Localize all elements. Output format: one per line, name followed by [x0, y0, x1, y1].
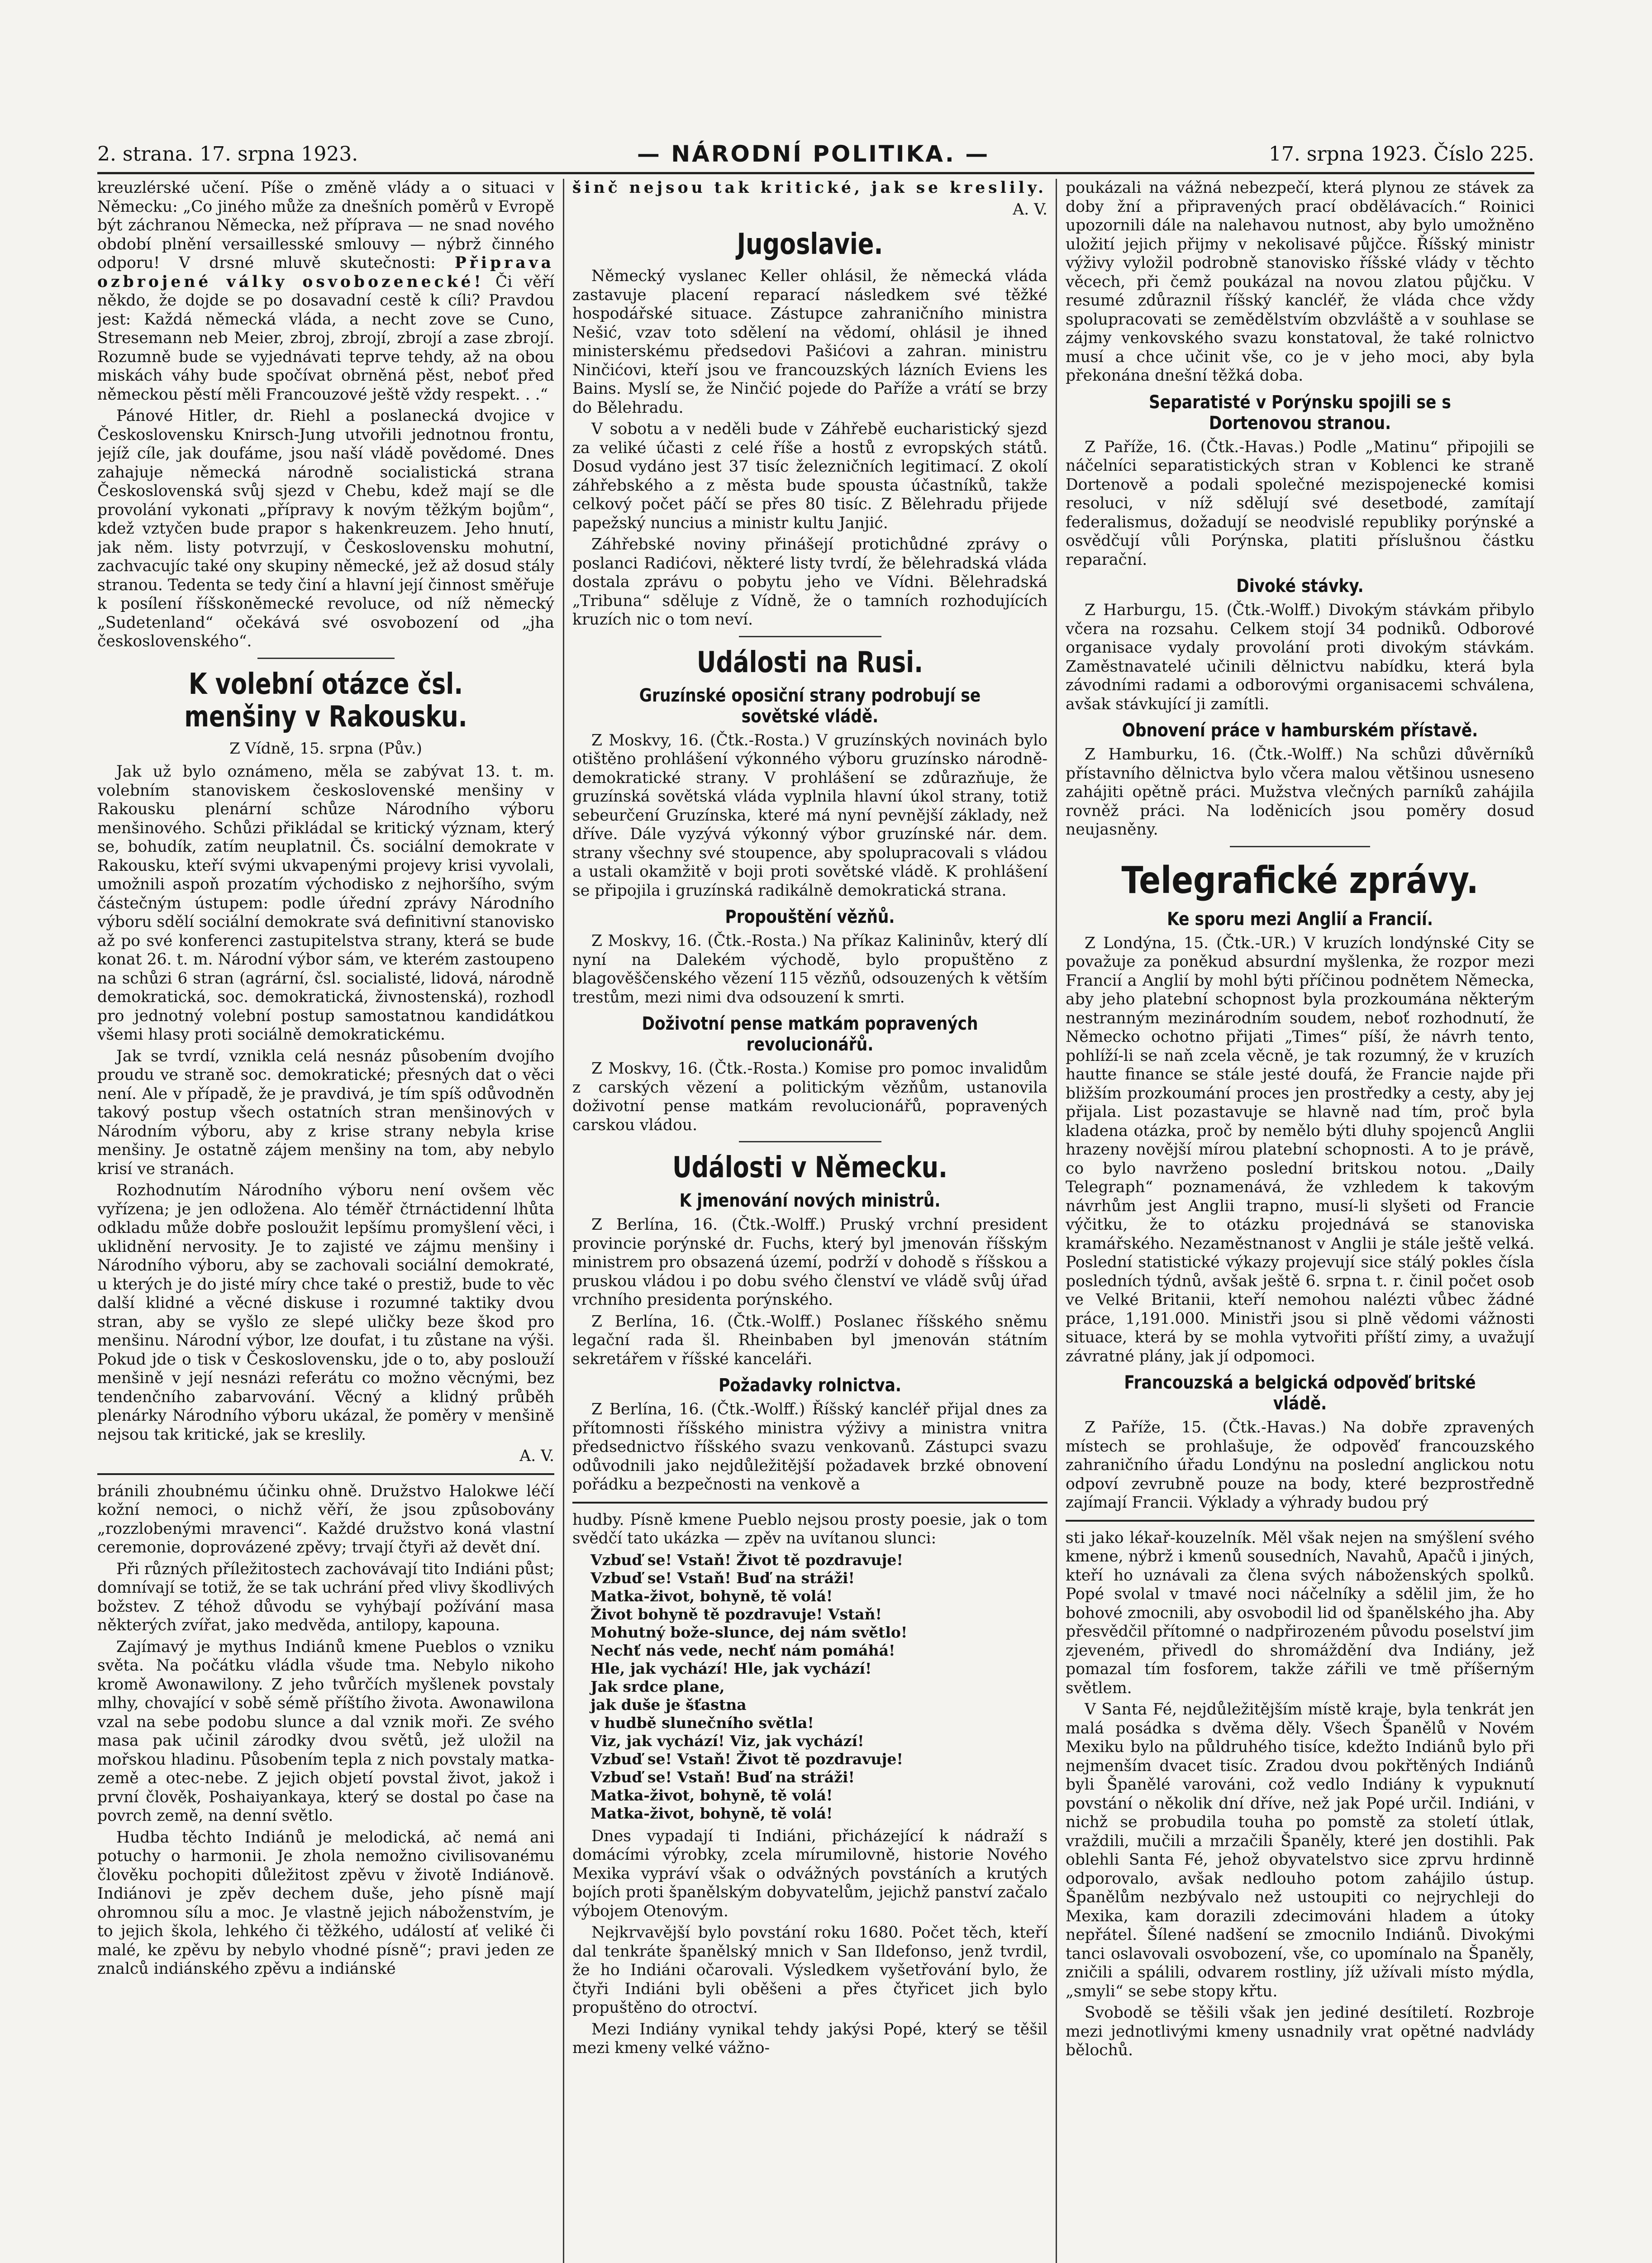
poem-line: Vzbuď se! Vstaň! Buď na stráži! — [590, 1569, 855, 1587]
page-header — [97, 136, 1534, 174]
feuilleton-paragraph: sti jako lékař-kouzelník. Měl však nejen na smýšlení svého kmene, nýbrž i kmenů sousedních, Navahů, Apačů i jiných, kteří ho uznávali za člena svých náboženských spolků. Popé svolal v tmavé noci náčelníky a sdělil jim, že ho bohové zmocnili, aby osvobodil lid od španělského jha. Aby přesvědčil přítomné o nadpřirozeném původu poselství jim zjeveném, přivedl do shromáždění dva Indiány, jež pomazal tím fosforem, takže zářili ve tmě příšerným světlem. — [1066, 1528, 1534, 1697]
feuilleton-paragraph: Svobodě se těšili však jen jediné desítiletí. Rozbroje mezi jednotlivými kmeny usnadnily vrat opětné nadvlády bělochů. — [1066, 2004, 1534, 2059]
divider — [739, 1141, 881, 1142]
feuilleton-paragraph: Nejkrvavější bylo povstání roku 1680. Počet těch, kteří dal tenkráte španělský mnich v San Ildefonso, jenž tvrdil, že ho Indiáni očarovali. Výsledkem vyšetřování bylo, že čtyři Indiáni byli oběšeni a přes čtyřicet jich bylo propuštěno do otroctví. — [572, 1924, 1047, 2017]
signature: A. V. — [1013, 200, 1047, 219]
article-paragraph: Z Londýna, 15. (Čtk.-UR.) V kruzích londýnské City se považuje za poněkud absurdní myšlenka, že rozpor mezi Francií a Anglií by mohl býti příčinou podnětem Německa, aby jeho platební schopnost byla prozkoumána některým nestranným mezinárodním soudem, neboť rozhodnutí, že Německo ochotno přijati „Times“ píší, že návrh tento, pohlíží-li se naň zcela věcně, je tak rozumný, že v kruzích hautte finance se stále jesté doufá, že Francie najde při bližším prozkoumání proces jen prostředky a cesty, aby jej přijala. List pozastavuje se hlavně nad tím, proč byla kladena otázka, proč by nemělo býti dluhy spojenců Anglii hrazeny novější mírou platební schopnosti. A to je právě, co bylo navrženo poslední britskou notou. „Daily Telegraph“ poznamenává, že vzhledem k takovým návrhům jest Anglii trapno, musí-li slyšeti od Francie výčitku, že to otázku projednává se stanoviska kramářského. Nezaměstnanost v Anglii je stále ještě velká. Poslední statistické výkazy projevují sice stálý pokles čísla posledních týdnů, avšak ještě 6. srpna t. r. činil počet osob ve Velké Britanii, kteří nemohou nalézti vůbec žádné práce, 1,191.000. Ministři jsou si plně vědomi vážnosti situace, která by se mohla vytvořiti příští zimy, a uvažují závratné plány, jak jí odpomoci. — [1066, 934, 1534, 1365]
article-paragraph: Z Berlína, 16. (Čtk.-Wolff.) Poslanec říšského sněmu legační rada šl. Rheinbaben byl jmenován státním sekretářem v říšské kanceláři. — [572, 1312, 1047, 1368]
article-paragraph: Pánové Hitler, dr. Riehl a poslanecká dvojice v Československu Knirsch-Jung utvořili jednotnou frontu, jejíž cíle, jak doufáme, jsou naší vládě povědomé. Dnes zahajuje německá národně socialistická strana Československá svůj sjezd v Chebu, kdež mají se dle provolání vykonati „přípravy k novým těžkým bojům“, kdež vztyčen bude prapor s hakenkreuzem. Jeho hnutí, jak něm. listy potvrzují, v Československu mohutní, zachvacujíc také ony skupiny německé, jež až dosud stály stranou. Tedenta se tedy činí a hlavní její činnost směřuje k posílení říšskoněmecké revoluce, od níž německý „Sudetenland“ očekává své osvobození od „jha československého“. — [97, 407, 554, 650]
paragraph-text: Či věří někdo, že dojde se po dosavadní cestě k cíli? Pravdou jest: Každá německá vláda, a necht zove se Cuno, Stresemann neb Meier, zbroj, zbrojí, zbrojí a zase zbrojí. Rozumně bude se vyjednávati teprve tehdy, až na obou miskách váhy bude spočívat obrněná pěst, neboť před německou pěstí měli Francouzové ještě vždy respekt. . .“ — [97, 272, 554, 404]
article-paragraph: Z Berlína, 16. (Čtk.-Wolff.) Říšský kancléř přijal dnes za přítomnosti říšského ministra výživy a ministra vnitra předsednictvo říšského svazu venkovanů. Zástupci svazu odůvodnili jako nejdůležitější požadavek brzké obnovení pořádku a bezpečnosti na venkově a — [572, 1400, 1047, 1494]
poem-line: Život bohyně tě pozdravuje! Vstaň! — [590, 1605, 882, 1623]
subheadline: Propouštění vězňů. — [725, 907, 895, 927]
divider — [739, 636, 881, 637]
headline-volby: K volební otázce čsl. menšiny v Rakousku. — [184, 667, 467, 734]
article-paragraph: Z Moskvy, 16. (Čtk.-Rosta.) Komise pro pomoc invalidům z carských vězení a politickým vězňům, ustanovila doživotní pense matkám revolucionářů, popravených carskou vládou. — [572, 1060, 1047, 1134]
subheadline: Gruzínské oposiční strany podrobují se sovětské vládě. — [639, 685, 981, 727]
feuilleton-paragraph: Při různých příležitostech zachovávají tito Indiáni půst; domnívají se totiž, že se tak uchrání před vlivy škodlivých božstev. Z téhož důvodu se vyhýbají požívání masa některých zvířat, jako medvěda, antilopy, kapouna. — [97, 1560, 554, 1634]
feuilleton-paragraph: Dnes vypadají ti Indiáni, přicházející k nádraží s domácími výrobky, zcela mírumilovně, historie Nového Mexika vypráví však o odvážných povstáních a krutých bojích proti španělským dobyvatelům, jejichž panství začalo výbojem Otenovým. — [572, 1827, 1047, 1920]
poem-line: Nechť nás vede, nechť nám pomáhá! — [590, 1641, 895, 1659]
dateline: Z Vídně, 15. srpna (Pův.) — [229, 739, 422, 758]
divider — [1230, 846, 1371, 847]
header-right: 17. srpna 1923. Číslo 225. — [1268, 142, 1534, 166]
feuilleton-paragraph: Mezi Indiány vynikal tehdy jakýsi Popé, který se těšil mezi kmeny velké vážno- — [572, 2020, 1047, 2057]
poem-line: Hle, jak vychází! Hle, jak vychází! — [590, 1659, 872, 1677]
headline-jugoslavie: Jugoslavie. — [737, 228, 883, 261]
divider — [572, 1502, 1047, 1504]
article-paragraph: Z Berlína, 16. (Čtk.-Wolff.) Pruský vrchní president provincie porýnské dr. Fuchs, který byl jmenován říšským ministrem pro obsazená území, podrží v dohodě s říšskou a pruskou vládou i po dobu svého členství ve vládě svůj úřad vrchního presidenta porýnského. — [572, 1216, 1047, 1309]
feuilleton-paragraph: hudby. Písně kmene Pueblo nejsou prosty poesie, jak o tom svědčí tato ukázka — zpěv na uvítanou slunci: — [572, 1510, 1047, 1547]
column-rule — [563, 179, 564, 2263]
header-left: 2. strana. 17. srpna 1923. — [97, 142, 358, 166]
column-rule — [1056, 179, 1057, 2263]
signature: A. V. — [519, 1447, 554, 1465]
subheadline: Doživotní pense matkám popravených revolucionářů. — [642, 1013, 978, 1055]
poem-line: Matka-život, bohyně, tě volá! — [590, 1786, 833, 1804]
feuilleton-paragraph: Hudba těchto Indiánů je melodická, ač nemá ani potuchy o harmonii. Je zhola nemožno civilisovanému člověku pochopiti důležitost zpěvu v životě Indiánově. Indiánovi je zpěv dechem duše, jeho písně mají ohromnou sílu a moc. Je vlastně jejich náboženstvím, je to jejich škola, lehkého či těžkého, událostí ať veliké či malé, ke zpěvu by nebylo vhodné písně“; pravi jeden ze znalců indiánského zpěvu a indiánské — [97, 1828, 554, 1978]
headline-nemecko: Události v Německu. — [672, 1151, 947, 1184]
feuilleton-paragraph: bránili zhoubnému účinku ohně. Družstvo Halokwe léčí kožní nemoci, o nichž věří, že jsou způsobovány „rozzlobenými mravenci“. Každé družstvo koná vlastní ceremonie, doprovázené zpěvy; trvají čtyři až devět dní. — [97, 1482, 554, 1556]
article-paragraph: V sobotu a v neděli bude v Záhřebě eucharistický sjezd za veliké účasti z celé říše a hostů z evropských států. Dosud vydáno jest 37 tisíc železničních legitimací. Z okolí záhřebského a z města bude spousta účastníků, takže celkový počet páčí se přes 80 tisíc. Z Bělehradu přijede papežský nuncius a ministr kultu Janjić. — [572, 420, 1047, 532]
feuilleton-paragraph: Zajímavý je mythus Indiánů kmene Pueblos o vzniku světa. Na počátku vládla všude tma. Nebylo nikoho kromě Awonawilony. Z jeho tvůrčích myšlenek povstaly mlhy, chovající v sobě sémě příštího života. Awonawilona vzal na sebe podobu slunce a dal vznik moři. Ze svého masa pak učinil zárodky dvou světů, jež uložil na mořskou hladinu. Působením tepla z nich povstaly matka-země a otec-nebe. Z jejich objetí povstal život, jakož i první člověk, Poshaiyankaya, který se dostal po čase na povrch země, na denní světlo. — [97, 1638, 554, 1825]
poem-line: Matka-život, bohyně, tě volá! — [590, 1587, 833, 1605]
columns — [97, 179, 1534, 2263]
subheadline: Divoké stávky. — [1236, 576, 1364, 597]
subheadline: Francouzská a belgická odpověď britské vládě. — [1124, 1372, 1476, 1414]
article-paragraph: Z Harburgu, 15. (Čtk.-Wolff.) Divokým stávkám přibylo včera na rozsahu. Celkem stojí 34 podniků. Odborové organisace vydaly provolání proti divokým stávkám. Zaměstnavatelé učinili dělnictvu nabídku, která byla závodními radami a odborovými organisacemi schválena, avšak stávkující ji zamítli. — [1066, 601, 1534, 713]
poem-line: Matka-život, bohyně, tě volá! — [590, 1804, 833, 1822]
article-paragraph — [97, 179, 554, 404]
divider — [1066, 1520, 1534, 1522]
article-paragraph: Rozhodnutím Národního výboru není ovšem věc vyřízena; je jen odložena. Alo téměř čtrnáctidenní lhůta odkladu může dobře posloužit lepšímu promyšlení věci, i uklidnění nervosity. Je to zajisté ve zájmu menšiny i Národního výboru, aby se zachovali sociální demokraté, u kterých je do jisté míry chce také o prestiž, bude to věc další klidné a věcné diskuse i rozumné taktiky dvou stran, aby se vyšlo ze slepé uličky beze škod pro menšinu. Národní výbor, lze doufat, i tu zůstane na výši. Pokud jde o tisk v Československu, jde o to, aby poslouží menšině v její nesnázi referátu co možno věcnými, bez tendenčního zabarvování. Věcný a klidný průběh plenárky Národního výboru ukázal, že poměry v menšině nejsou tak kritické, jak se kreslily. — [97, 1181, 554, 1444]
column-1 — [97, 179, 554, 2263]
subheadline: Ke sporu mezi Anglií a Francií. — [1167, 908, 1433, 930]
poem-line: Vzbuď se! Vstaň! Život tě pozdravuje! — [590, 1750, 903, 1768]
divider — [257, 658, 395, 659]
poem-line: Mohutný bože-slunce, dej nám světlo! — [590, 1623, 908, 1641]
poem-line: jak duše je šťastna — [590, 1695, 747, 1714]
masthead: — NÁRODNÍ POLITIKA. — — [637, 141, 990, 167]
column-3 — [1066, 179, 1534, 2263]
article-paragraph: Německý vyslanec Keller ohlásil, že německá vláda zastavuje placení reparací následkem své těžké hospodářské situace. Zástupce zahraničního ministra Nešić, vzav toto sdělení na vědomí, ohlásil je ihned ministerskému předsedovi Pašićovi a zahran. ministru Ninčićovi, kteří jsou ve francouzských lázních Eviens les Bains. Myslí se, že Ninčić pojede do Paříže a vrátí se brzy do Bělehradu. — [572, 267, 1047, 417]
subheadline: Separatisté v Porýnsku spojili se s Dortenovou stranou. — [1149, 391, 1451, 434]
emphasis-text: Připrava ozbrojené války osvobozenecké! — [97, 254, 554, 291]
headline-rus: Události na Rusi. — [696, 645, 924, 679]
poem-line: Vzbuď se! Vstaň! Buď na stráži! — [590, 1768, 855, 1786]
poem-line: Vzbuď se! Vstaň! Život tě pozdravuje! — [590, 1551, 903, 1569]
article-paragraph: Z Paříže, 16. (Čtk.-Havas.) Podle „Matinu“ připojili se náčelníci separatistických stran v Koblenci ke straně Dortenově a podali společné mezispojenecké komisi resoluci, v níž sdělují své desetbodé, zamítají federalismus, dožadují se neodvislé republiky porýnské a osvědčují vůli Porýnska, platiti příslušnou částku reparační. — [1066, 438, 1534, 569]
subheadline: K jmenování nových ministrů. — [679, 1190, 941, 1211]
article-paragraph: Z Moskvy, 16. (Čtk.-Rosta.) V gruzínských novinách bylo otištěno prohlášení výkonného výboru gruzínsko národně-demokratické strany. V prohlášení se zdůrazňuje, že gruzínská sovětská vláda vyplnila hlavní úkol strany, totiž sebeurčení Gruzínska, které má nyní pevnější základy, než dříve. Dále vyzývá výkonný výbor gruzínské nár. dem. strany všechny své stoupence, aby spolupracovali s vládou a ustali okamžitě v boji proti sovětské vládě. K prohlášení se připojila i gruzínská radikálně demokratická strana. — [572, 731, 1047, 900]
article-paragraph: šinč nejsou tak kritické, jak se kreslily. — [572, 179, 1047, 197]
article-paragraph: Z Moskvy, 16. (Čtk.-Rosta.) Na příkaz Kalininův, který dlí nyní na Dalekém východě, bylo propuštěno z blagověščenského vězení 115 vězňů, odsouzených k větším trestům, mezi nimi dva odsouzení k smrti. — [572, 932, 1047, 1007]
article-paragraph: Jak už bylo oznámeno, měla se zabývat 13. t. m. volebním stanoviskem československé menšiny v Rakousku plenární schůze Národního výboru menšinového. Schůzi přikládal se kritický význam, který se, bohudík, zatím neuplatnil. Čs. sociální demokrate v Rakousku, kteří svými ukvapenými projevy krisi vyvolali, umožnili aspoň prozatím východisko z nejhoršího, svým částečným ústupem: podle úřední zprávy Národního výboru sdělí sociální demokrate svá definitivní stanovisko až po své konferenci zastupitelstva strany, která se bude konat 26. t. m. Národní výbor sám, ve kterém zastoupeno na schůzi 6 stran (agrární, čsl. socialisté, lidová, národně demokratická, soc. demokratická, živnostenská), rozhodl pro jednotný volební postup samostatnou kandidátkou všemi hlasy proti sociálně demokratickému. — [97, 763, 554, 1044]
headline-telegraficke: Telegrafické zprávy. — [1121, 859, 1479, 902]
column-2 — [572, 179, 1047, 2263]
subheadline: Požadavky rolnictva. — [719, 1375, 901, 1396]
poem — [590, 1551, 1047, 1823]
divider — [97, 1473, 554, 1475]
article-paragraph: Záhřebské noviny přinášejí protichůdné zprávy o poslanci Radićovi, některé listy tvrdí, že bělehradská vláda dostala zprávu o pobytu jeho ve Vídni. Bělehradská „Tribuna“ sděluje z Vídně, že o tamních rozhodujících kruzích nic o tom neví. — [572, 535, 1047, 629]
article-paragraph: Jak se tvrdí, vznikla celá nesnáz působením dvojího proudu ve straně soc. demokratické; přesných dat o věci není. Ale v případě, že je pravdivá, je tím spíš odůvodněn takový postup všech ostatních stran menšinových v Národním výboru, aby z krise strany nebyla krise menšiny. Je ostatně zájem menšiny na tom, aby nebylo krisí ve stranách. — [97, 1047, 554, 1178]
subheadline: Obnovení práce v hamburském přístavě. — [1122, 720, 1478, 741]
article-paragraph: Z Hamburku, 16. (Čtk.-Wolff.) Na schůzi důvěrníků přístavního dělnictva bylo včera malou většinou usneseno zahájiti opětně práci. Mužstva vlečných parníků zahájila rovněž práci. Na loděnicích jsou poměry dosud neujasněny. — [1066, 745, 1534, 839]
poem-line: Jak srdce plane, — [590, 1677, 725, 1695]
feuilleton-paragraph: V Santa Fé, nejdůležitějším místě kraje, byla tenkrát jen malá posádka s dvěma děly. Všech Španělů v Novém Mexiku bylo na půldruhého tisíce, kdežto Indiánů bylo při nejmenším dvacet tisíc. Zradou dvou pokřtěných Indiánů byli Španělé varováni, což vedlo Indiány k vypuknutí povstání o několik dní dříve, než jak Popé určil. Indiáni, v nichž se probudila touha po pomstě za století útlak, vraždili, mučili a mrzačili Španěly, které jen dostihli. Pak oblehli Santa Fé, jehož obyvatelstvo sice zprvu hrdinně odporovalo, avšak nedlouho potom zahájilo ústup. Španělům nezbývalo než ustoupiti co nejrychleji do Mexika, kam dorazili zdecimováni hladem a útoky nepřátel. Šílené nadšení se zmocnilo Indiánů. Divokými tanci oslavovali osvobození, vše, co upomínalo na Španěly, zničili a spálili, odvarem rostliny, jíž užívali místo mýdla, „smyli“ se sebe stopy křtu. — [1066, 1700, 1534, 2000]
poem-line: Viz, jak vychází! Viz, jak vychází! — [590, 1732, 864, 1750]
article-paragraph: poukázali na vážná nebezpečí, která plynou ze stávek za doby žní a připravených prací obdělávacích.“ Roinici upozornili dále na nalehavou nutnost, aby bylo umožněno uložití jejich přijmy v nekolisavé půjčce. Říšský ministr výživy vyložil podrobně stanovisko říšské vlády v těchto věcech, při čemž poukázal na novou zlatou půjčku. V resumé zdůraznil říšský kancléř, že vláda chce vždy spolupracovati se zemědělstvím obzvláště a v souhlase se zájmy venkovského svazu konstatoval, že také rolnictvo musí a chce učinit vše, co je v jeho moci, aby byla překonána dnešní těžká doba. — [1066, 179, 1534, 385]
poem-line: v hudbě slunečního světla! — [590, 1714, 814, 1732]
article-paragraph: Z Paříže, 15. (Čtk.-Havas.) Na dobře zpravených místech se prohlašuje, že odpověď francouzského zahraničního úřadu Londýnu na poslední anglickou notu odpoví zevrubně pouze na body, které bezprostředně zajímají Francii. Výklady a výhrady budou prý — [1066, 1418, 1534, 1512]
paragraph-text: kreuzlérské učení. Píše o změně vlády a o situaci v Německu: „Co jiného může za dnešních poměrů v Evropě být záchranou Německa, než příprava — ne snad nového období plnění versaillesské smlouvy — nýbrž činného odporu! V drsné mluvě skutečnosti: — [97, 179, 554, 272]
